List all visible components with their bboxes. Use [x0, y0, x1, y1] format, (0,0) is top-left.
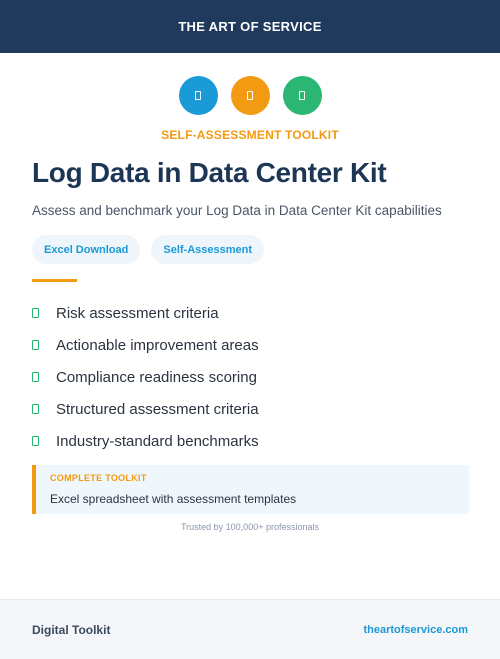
- page-title: Log Data in Data Center Kit: [32, 157, 387, 188]
- document-icon: [283, 76, 322, 115]
- check-icon: [32, 372, 39, 382]
- feature-label: Compliance readiness scoring: [56, 368, 257, 386]
- callout-label: COMPLETE TOOLKIT: [50, 473, 147, 483]
- footer-label: Digital Toolkit: [32, 622, 111, 637]
- callout-text: Excel spreadsheet with assessment templates: [50, 492, 297, 506]
- toolkit-callout: [32, 465, 469, 514]
- feature-item: [32, 393, 259, 425]
- tag-self-assessment: Self-Assessment: [151, 235, 264, 264]
- page-footer: [0, 599, 500, 659]
- trust-note: Trusted by 100,000+ professionals: [180, 522, 319, 532]
- tag-list: [32, 235, 264, 264]
- feature-item: [32, 297, 259, 329]
- brand-header: [0, 0, 500, 53]
- tag-excel-download: Excel Download: [32, 235, 140, 264]
- feature-item: [32, 329, 259, 361]
- website-link[interactable]: theartofservice.com: [363, 623, 468, 636]
- accent-divider: [32, 279, 77, 282]
- feature-label: Industry-standard benchmarks: [56, 432, 259, 450]
- document-icon: [179, 76, 218, 115]
- check-icon: [32, 436, 39, 446]
- check-icon: [32, 404, 39, 414]
- document-icon: [231, 76, 270, 115]
- feature-list: [32, 297, 259, 457]
- feature-item: [32, 425, 259, 457]
- icon-row: [0, 76, 500, 115]
- feature-label: Risk assessment criteria: [56, 304, 219, 322]
- check-icon: [32, 340, 39, 350]
- page-subtitle: Assess and benchmark your Log Data in Data Center Kit capabilities: [32, 203, 442, 218]
- kicker-label: SELF-ASSESSMENT TOOLKIT: [161, 128, 339, 142]
- brand-name: THE ART OF SERVICE: [178, 19, 322, 34]
- check-icon: [32, 308, 39, 318]
- feature-item: [32, 361, 259, 393]
- feature-label: Structured assessment criteria: [56, 400, 259, 418]
- feature-label: Actionable improvement areas: [56, 336, 259, 354]
